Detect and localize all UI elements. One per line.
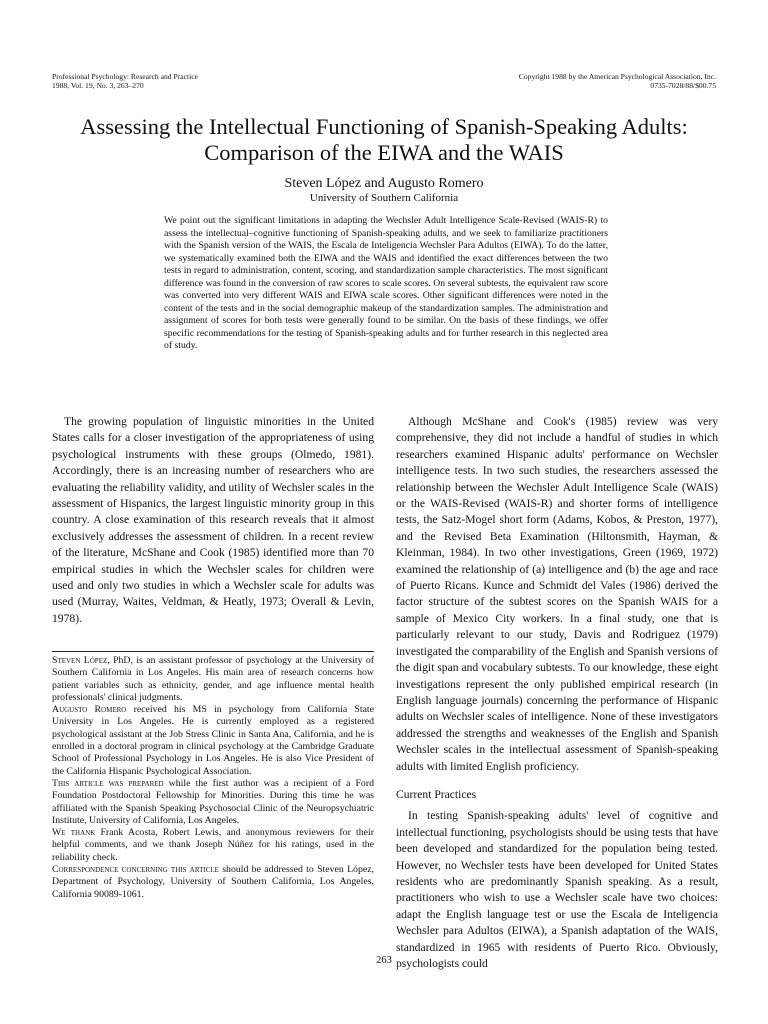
journal-citation [52,72,352,90]
page-number: 263 [376,955,392,966]
acknowledgment-note [52,827,374,864]
copyright-notice [396,72,716,90]
note-lead: Augusto Romero [52,704,127,716]
note-text: received his MS in psychology from California State University in Los Angeles. He is currently employed as a registered psychological assistant at the Job Stress Clinic in Santa Ana, California, and he is enrolled in a doctoral program in clinical psychology at the Cambridge Graduate School of Professional Psychology in Los Angeles. He is also Vice President of the California Hispanic Psychological Association. [52,704,374,777]
copyright-line: Copyright 1988 by the American Psychological Association, Inc. [518,72,716,81]
author-note-lopez [52,655,374,704]
journal-volume: 1988, Vol. 19, No. 3, 263–270 [52,81,144,90]
article-title [40,114,728,166]
issn-line: 0735-7028/88/$00.75 [650,81,716,90]
note-lead: We thank [52,827,96,839]
note-text: should be addressed to Steven López, Department of Psychology, University of Southern California, Los Angeles, California 90089-1061. [52,864,374,900]
abstract: We point out the significant limitations in adapting the Wechsler Adult Intelligence Scale-Revised (WAIS-R) to assess the intellectual–cognitive functioning of Spanish-speaking adults, and we seek to familiarize practitioners with the Spanish version of the WAIS, the Escala de Inteligencia Wechsler Para Adultos (EIWA). To do the latter, we systematically examined both the EIWA and the WAIS and identified the exact differences between the two tests in regard to administration, content, scoring, and standardization sample characteristics. The most significant difference was found in the conversion of raw scores to scale scores. On several subtests, the equivalent raw score was converted into very different WAIS and EIWA scale scores. Other significant differences were noted in the content of the tests and in the social demographic makeup of the standardization samples. The administration and assignment of scores for both tests were generally found to be similar. On the basis of these findings, we offer specific recommendations for the testing of Spanish-speaking adults and for further research in this neglected area of study. [164,215,608,351]
author-line: Steven López and Augusto Romero [284,176,484,191]
note-lead: This article was prepared [52,777,164,789]
intro-paragraph: The growing population of linguistic minorities in the United States calls for a closer investigation of the appropriateness of using psychological instruments with these groups (Olmedo, 1981). Accordingly, there is an increasing number of researchers who are evaluating the reliability validity, and utility of Wechsler scales in the assessment of Hispanics, the largest linguistic minority group in this country. A close examination of this research reveals that it almost exclusively addresses the assessment of children. In a recent review of the literature, McShane and Cook (1985) identified more than 70 empirical studies in which the Wechsler scales for children were used and only two studies in which a Wechsler scale for adults was used (Murray, Waites, Veldman, & Heatly, 1973; Overall & Levin, 1978). [52,415,374,625]
correspondence-note [52,864,374,901]
author-notes [52,655,374,901]
note-lead: Steven López, [52,655,110,666]
current-practices-paragraph: In testing Spanish-speaking adults' level of cognitive and intellectual functioning, psychologists should be using tests that have been developed and standardized for the population being tested. However, no Wechsler tests have been developed for United States residents who are predominantly Spanish speaking. As a result, practitioners who wish to use a Wechsler scale have two choices: adapt the English language test or use the Escala de Inteligencia Wechsler para Adultos (EIWA), a Spanish adaptation of the WAIS, standardized in 1965 with residents of Puerto Rico. Obviously, psychologists could [396,809,718,970]
review-paragraph: Although McShane and Cook's (1985) review was very comprehensive, they did not include a handful of studies in which researchers examined Hispanic adults' performance on Wechsler intelligence tests. In two such studies, the researchers assessed the relationship between the Wechsler Adult Intelligence Scale (WAIS) or the WAIS-Revised (WAIS-R) and shorter forms of intelligence tests, the Satz-Mogel short form (Adams, Kobos, & Preston, 1977), and the Revised Beta Examination (Hiltonsmith, Hayman, & Kleinman, 1984). In two other investigations, Green (1969, 1972) examined the relationship of (a) intelligence and (b) the age and race of Puerto Ricans. Kunce and Schmidt del Vales (1986) derived the factor structure of the subtest scores on the Spanish WAIS for a sample of Mexico City workers. In a final study, one that is particularly relevant to our study, Davis and Rodriguez (1979) investigated the comparability of the English and Spanish versions of the digit span and vocabulary subtests. To our knowledge, these eight investigations represent the only published empirical research (in English language journals) concerning the performance of Hispanic adults on Wechsler scales of intelligence. None of these investigators addressed the strengths and weaknesses of the English and Spanish Wechsler scales in the intellectual assessment of Spanish-speaking adults with limited English proficiency. [396,415,718,773]
author-note-romero [52,704,374,778]
note-text: PhD, is an assistant professor of psychology at the University of Southern California in Los Angeles. His main area of research concerns how patient variables such as ethnicity, gender, and age influence mental health professionals' clinical judgments. [52,655,374,703]
note-text: Frank Acosta, Robert Lewis, and anonymous reviewers for their helpful comments, and we thank Joseph Núñez for his ratings, used in the reliability check. [52,827,375,863]
affiliation: University of Southern California [309,192,459,204]
title-line-2: Comparison of the EIWA and the WAIS [204,140,564,165]
journal-name: Professional Psychology: Research and Practice [52,72,198,81]
note-lead: Correspondence concerning this article [52,864,219,876]
note-text: while the first author was a recipient of a Ford Foundation Postdoctoral Fellowship for Minorities. During this time he was affiliated with the Spanish Speaking Psychosocial Clinic of the Neuropsychiatric Institute, University of California, Los Angeles. [52,777,374,826]
right-column [396,414,718,972]
footnote-divider [52,651,374,652]
title-line-1: Assessing the Intellectual Functioning of Spanish-Speaking Adults: [80,114,688,139]
funding-note [52,778,374,827]
section-heading: Current Practices [396,787,477,801]
left-column [52,414,374,627]
